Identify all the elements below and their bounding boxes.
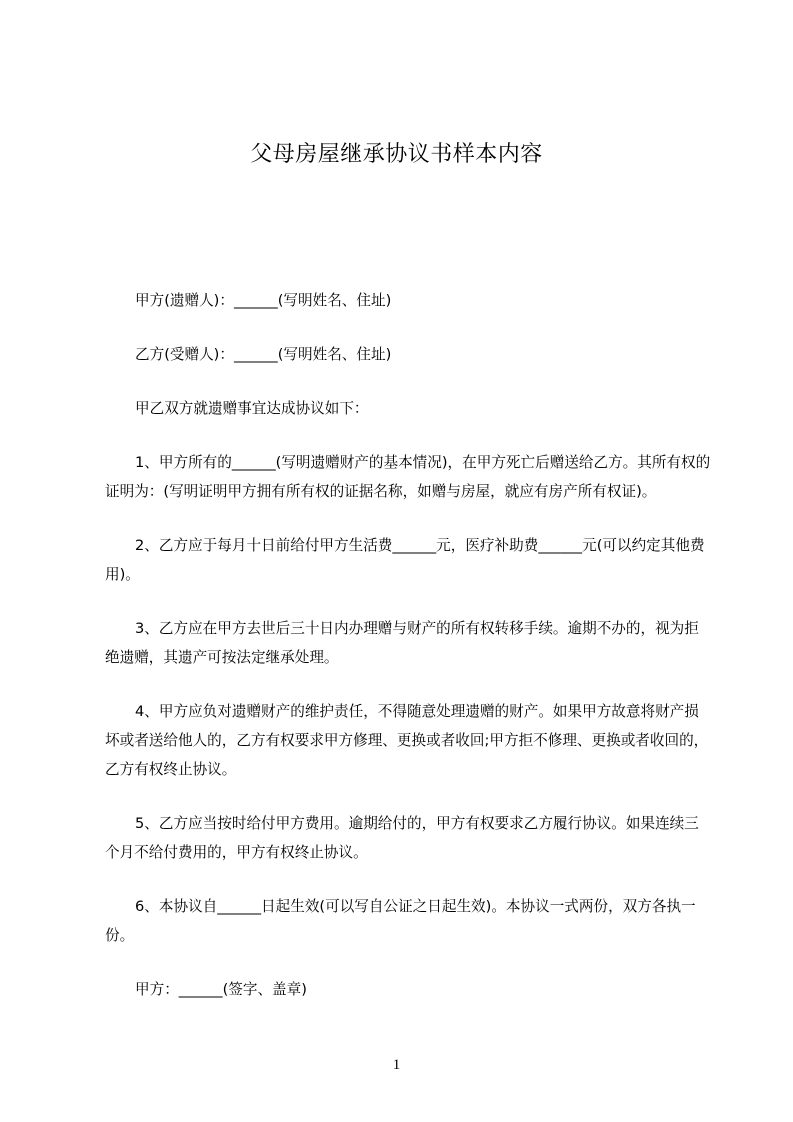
document-body <box>105 286 713 1004</box>
agreement-intro: 甲乙双方就遗赠事宜达成协议如下： <box>135 400 369 417</box>
page-number: 1 <box>392 1057 401 1073</box>
signature-line: 甲方：______(签字、盖章) <box>135 981 307 998</box>
clause-6: 6、本协议自______日起生效(可以写自公证之日起生效)。本协议一式两份，双方各执一份。 <box>105 898 696 944</box>
clause-5: 5、乙方应当按时给付甲方费用。逾期给付的，甲方有权要求乙方履行协议。如果连续三个月不给付费用的，甲方有权终止协议。 <box>105 815 699 861</box>
document-title: 父母房屋继承协议书样本内容 <box>250 142 543 167</box>
clause-2: 2、乙方应于每月十日前给付甲方生活费______元，医疗补助费______元(可以约定其他费用)。 <box>105 537 705 583</box>
clause-4: 4、甲方应负对遗赠财产的维护责任，不得随意处理遗赠的财产。如果甲方故意将财产损坏或者送给他人的，乙方有权要求甲方修理、更换或者收回;甲方拒不修理、更换或者收回的，乙方有权终止协议。 <box>105 703 709 778</box>
clause-1: 1、甲方所有的______(写明遗赠财产的基本情况)，在甲方死亡后赠送给乙方。其所有权的证明为：(写明证明甲方拥有所有权的证据名称，如赠与房屋，就应有房产所有权证)。 <box>105 454 711 500</box>
clause-3: 3、乙方应在甲方去世后三十日内办理赠与财产的所有权转移手续。逾期不办的，视为拒绝遗赠，其遗产可按法定继承处理。 <box>105 620 699 666</box>
party-a-line: 甲方(遗赠人)：______(写明姓名、住址) <box>135 292 392 309</box>
party-b-line: 乙方(受赠人)：______(写明姓名、住址) <box>135 346 392 363</box>
